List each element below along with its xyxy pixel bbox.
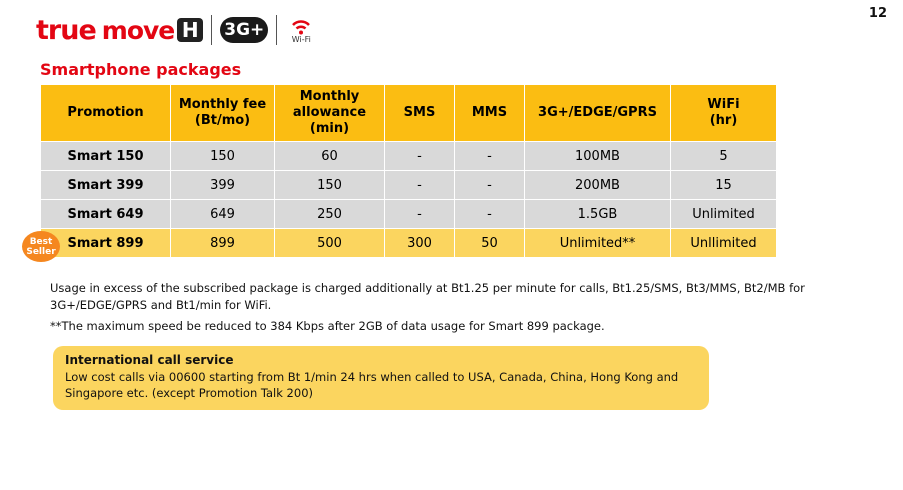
international-call-box — [53, 346, 709, 410]
international-call-text: Low cost calls via 00600 starting from Bt 1/min 24 hrs when called to USA, Canada, China, Hong Kong and Singapore etc. (except Promotion Talk 200) — [65, 370, 679, 400]
wifi-icon — [290, 17, 312, 37]
usage-note: Usage in excess of the subscribed package is charged additionally at Bt1.25 per minute for calls, Bt1.25/SMS, Bt3/MMS, Bt2/MB for 3G+/EDGE/GPRS and Bt1/min for WiFi. — [50, 281, 805, 312]
table-row-best-seller — [41, 229, 777, 258]
brand-logos — [36, 10, 317, 50]
table-row — [41, 200, 777, 229]
table-cell: 5 — [671, 142, 777, 171]
wifi-logo — [285, 17, 317, 44]
table-header-row — [41, 85, 777, 142]
truemove-logo-true: true — [36, 14, 96, 46]
badge-line: Best — [29, 236, 53, 247]
speed-footnote: **The maximum speed be reduced to 384 Kbps after 2GB of data usage for Smart 899 package. — [50, 319, 605, 333]
promotion-cell: Smart 150 — [41, 142, 171, 171]
promotion-cell: Smart 649 — [41, 200, 171, 229]
column-header: MMS — [455, 85, 525, 142]
table-cell: - — [455, 142, 525, 171]
best-seller-badge — [22, 231, 60, 262]
table-cell: 60 — [275, 142, 385, 171]
logo-divider — [211, 15, 212, 45]
table-row — [41, 171, 777, 200]
column-header: Monthly allowance (min) — [275, 85, 385, 142]
table-cell: 150 — [275, 171, 385, 200]
section-title: Smartphone packages — [40, 60, 242, 79]
table-cell: 100MB — [525, 142, 671, 171]
table-cell: Unlimited** — [525, 229, 671, 258]
table-cell: 15 — [671, 171, 777, 200]
badge-line: Seller — [26, 246, 56, 257]
table-cell: - — [385, 200, 455, 229]
table-cell: 500 — [275, 229, 385, 258]
promotion-cell: Smart 899 — [41, 229, 171, 258]
table-cell: 300 — [385, 229, 455, 258]
truemove-logo-move: move — [101, 15, 175, 45]
table-cell: Unlimited — [671, 200, 777, 229]
logo-divider — [276, 15, 277, 45]
table-cell: 1.5GB — [525, 200, 671, 229]
table-row — [41, 142, 777, 171]
table-cell: - — [385, 171, 455, 200]
column-header: 3G+/EDGE/GPRS — [525, 85, 671, 142]
packages-table — [40, 84, 777, 258]
table-cell: 50 — [455, 229, 525, 258]
table-cell: 250 — [275, 200, 385, 229]
table-cell: - — [455, 200, 525, 229]
table-cell: Unllimited — [671, 229, 777, 258]
promotion-cell: Smart 399 — [41, 171, 171, 200]
table-cell: 399 — [171, 171, 275, 200]
international-call-title: International call service — [65, 353, 234, 367]
table-cell: - — [455, 171, 525, 200]
table-cell: 899 — [171, 229, 275, 258]
column-header: Monthly fee (Bt/mo) — [171, 85, 275, 142]
truemove-h-logo: H — [177, 18, 203, 42]
table-cell: 150 — [171, 142, 275, 171]
column-header: WiFi (hr) — [671, 85, 777, 142]
wifi-logo-label: Wi-Fi — [291, 34, 311, 44]
column-header: Promotion — [41, 85, 171, 142]
table-cell: 200MB — [525, 171, 671, 200]
table-cell: - — [385, 142, 455, 171]
3g-plus-logo: 3G+ — [220, 17, 268, 43]
column-header: SMS — [385, 85, 455, 142]
table-cell: 649 — [171, 200, 275, 229]
page-number: 12 — [868, 6, 887, 21]
